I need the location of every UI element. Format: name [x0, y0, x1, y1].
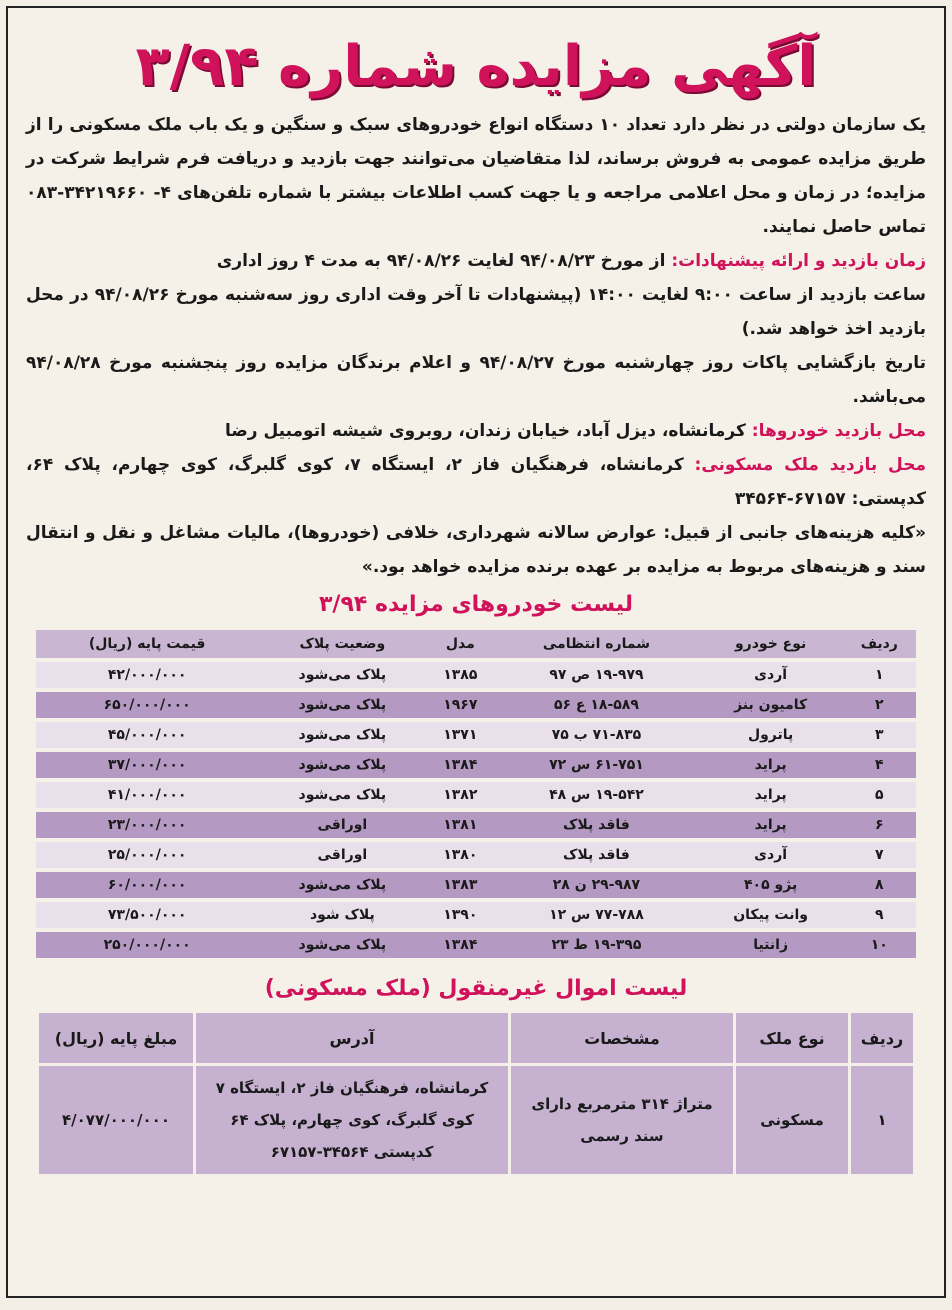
cell-row-number: ۶: [843, 812, 916, 838]
cell-plate-number: ۷۷-۷۸۸ س ۱۲: [494, 902, 698, 928]
cell-base-price: ۶۰/۰۰۰/۰۰۰: [36, 872, 258, 898]
property-header-row: [38, 1012, 915, 1065]
ad-page: [6, 6, 946, 1298]
cell-plate-status: اوراقی: [258, 812, 426, 838]
vehicles-header-row: [36, 630, 916, 658]
property-header-price: مبلغ پایه (ریال): [38, 1012, 195, 1065]
cell-row-number: ۷: [843, 842, 916, 868]
visit-text: از مورخ ۹۴/۰۸/۲۳ لغایت ۹۴/۰۸/۲۶ به مدت ۴ روز اداری: [216, 251, 666, 271]
cell-model: ۱۳۸۰: [426, 842, 494, 868]
home-location: [26, 448, 926, 516]
cell-model: ۱۳۷۱: [426, 722, 494, 748]
visit-hours: ساعت بازدید از ساعت ۹:۰۰ لغایت ۱۴:۰۰ (پیشنهادات تا آخر وقت اداری روز سه‌شنبه مورخ ۹۴/۰۸/۲۶ در محل بازدید اخذ خواهد شد.): [26, 285, 926, 339]
visit-line: [26, 244, 926, 278]
table-row: [36, 872, 916, 898]
cell-plate-status: پلاک می‌شود: [258, 932, 426, 958]
table-row: [36, 782, 916, 808]
cell-vehicle-type: پاترول: [699, 722, 843, 748]
cell-plate-status: پلاک می‌شود: [258, 782, 426, 808]
table-row: [36, 932, 916, 958]
cell-plate-number: ۱۸-۵۸۹ ع ۵۶: [494, 692, 698, 718]
home-location-text: کرمانشاه، فرهنگیان فاز ۲، ایستگاه ۷، کوی گلبرگ، کوی چهارم، پلاک ۶۴، کدپستی: ۶۷۱۵۷-۳۴۵۶۴: [26, 455, 926, 509]
cell-model: ۱۳۸۱: [426, 812, 494, 838]
cell-plate-status: پلاک می‌شود: [258, 722, 426, 748]
property-row-number: ۱: [850, 1065, 915, 1176]
cell-vehicle-type: پراید: [699, 782, 843, 808]
cell-row-number: ۱۰: [843, 932, 916, 958]
cell-base-price: ۳۷/۰۰۰/۰۰۰: [36, 752, 258, 778]
cell-plate-number: ۶۱-۷۵۱ س ۷۲: [494, 752, 698, 778]
cell-row-number: ۹: [843, 902, 916, 928]
property-address: کرمانشاه، فرهنگیان فاز ۲، ایستگاه ۷ کوی گلبرگ، کوی چهارم، پلاک ۶۴ کدپستی ۳۴۵۶۴-۶۷۱۵۷: [195, 1065, 510, 1176]
header-row-number: ردیف: [843, 630, 916, 658]
header-base-price: قیمت پایه (ریال): [36, 630, 258, 658]
cell-model: ۱۳۸۴: [426, 752, 494, 778]
property-table: [36, 1010, 916, 1177]
cell-plate-status: پلاک می‌شود: [258, 662, 426, 688]
table-row: [36, 812, 916, 838]
cell-model: ۱۳۸۵: [426, 662, 494, 688]
table-row: [36, 752, 916, 778]
cell-base-price: ۲۵۰/۰۰۰/۰۰۰: [36, 932, 258, 958]
property-header-spec: مشخصات: [510, 1012, 735, 1065]
home-location-label: محل بازدید ملک مسکونی:: [694, 455, 926, 475]
cell-plate-status: پلاک می‌شود: [258, 752, 426, 778]
cell-model: ۱۳۸۲: [426, 782, 494, 808]
vehicle-location: [26, 414, 926, 448]
ad-title: آگهی مزایده شماره ۳/۹۴: [135, 34, 817, 99]
cell-model: ۱۹۶۷: [426, 692, 494, 718]
cell-plate-status: اوراقی: [258, 842, 426, 868]
cell-vehicle-type: پراید: [699, 752, 843, 778]
cell-base-price: ۴۵/۰۰۰/۰۰۰: [36, 722, 258, 748]
header-model: مدل: [426, 630, 494, 658]
costs-note: «کلیه هزینه‌های جانبی از قبیل: عوارض سالانه شهرداری، خلافی (خودروها)، مالیات مشاغل و نقل و انتقال سند و هزینه‌های مربوط به مزایده بر عهده برنده مزایده خواهد بود.»: [26, 523, 926, 577]
property-header-type: نوع ملک: [735, 1012, 850, 1065]
vehicles-title: لیست خودروهای مزایده ۳/۹۴: [319, 592, 633, 617]
cell-plate-status: پلاک می‌شود: [258, 692, 426, 718]
cell-base-price: ۲۳/۰۰۰/۰۰۰: [36, 812, 258, 838]
cell-plate-number: ۷۱-۸۳۵ ب ۷۵: [494, 722, 698, 748]
cell-plate-number: فاقد پلاک: [494, 842, 698, 868]
cell-plate-number: ۱۹-۵۴۲ س ۴۸: [494, 782, 698, 808]
opening-date: تاریخ بازگشایی پاکات روز چهارشنبه مورخ ۹۴/۰۸/۲۷ و اعلام برندگان مزایده روز پنجشنبه مورخ ۹۴/۰۸/۲۸ می‌باشد.: [26, 353, 926, 407]
cell-plate-number: ۱۹-۹۷۹ ص ۹۷: [494, 662, 698, 688]
cell-vehicle-type: زانتیا: [699, 932, 843, 958]
header-plate-number: شماره انتظامی: [494, 630, 698, 658]
cell-plate-number: ۲۹-۹۸۷ ن ۲۸: [494, 872, 698, 898]
vehicle-location-label: محل بازدید خودروها:: [751, 421, 926, 441]
cell-vehicle-type: کامیون بنز: [699, 692, 843, 718]
property-title: لیست اموال غیرمنقول (ملک مسکونی): [264, 976, 688, 1001]
ad-body: [8, 108, 944, 584]
property-row: [38, 1065, 915, 1176]
cell-base-price: ۶۵۰/۰۰۰/۰۰۰: [36, 692, 258, 718]
cell-row-number: ۵: [843, 782, 916, 808]
cell-row-number: ۸: [843, 872, 916, 898]
table-row: [36, 842, 916, 868]
cell-row-number: ۴: [843, 752, 916, 778]
cell-plate-status: پلاک می‌شود: [258, 872, 426, 898]
cell-model: ۱۳۸۳: [426, 872, 494, 898]
cell-base-price: ۲۵/۰۰۰/۰۰۰: [36, 842, 258, 868]
vehicles-body: [36, 662, 916, 958]
cell-model: ۱۳۸۴: [426, 932, 494, 958]
table-row: [36, 692, 916, 718]
cell-row-number: ۲: [843, 692, 916, 718]
vehicle-location-text: کرمانشاه، دیزل آباد، خیابان زندان، روبروی شیشه اتومبیل رضا: [224, 421, 746, 441]
cell-vehicle-type: پژو ۴۰۵: [699, 872, 843, 898]
cell-base-price: ۴۱/۰۰۰/۰۰۰: [36, 782, 258, 808]
table-row: [36, 722, 916, 748]
cell-plate-number: ۱۹-۳۹۵ ط ۲۳: [494, 932, 698, 958]
cell-model: ۱۳۹۰: [426, 902, 494, 928]
cell-row-number: ۳: [843, 722, 916, 748]
header-plate-status: وضعیت پلاک: [258, 630, 426, 658]
cell-plate-status: پلاک شود: [258, 902, 426, 928]
cell-base-price: ۴۲/۰۰۰/۰۰۰: [36, 662, 258, 688]
property-type: مسکونی: [735, 1065, 850, 1176]
cell-plate-number: فاقد پلاک: [494, 812, 698, 838]
cell-base-price: ۷۳/۵۰۰/۰۰۰: [36, 902, 258, 928]
cell-vehicle-type: وانت پیکان: [699, 902, 843, 928]
cell-vehicle-type: پراید: [699, 812, 843, 838]
intro-paragraph: یک سازمان دولتی در نظر دارد تعداد ۱۰ دستگاه انواع خودروهای سبک و سنگین و یک باب ملک مسکونی را از طریق مزایده عمومی به فروش برساند، لذا متقاضیان می‌توانند جهت بازدید و دریافت فرم شرایط شرکت در مزایده؛ در زمان و محل اعلامی مراجعه و یا جهت کسب اطلاعات بیشتر با شماره تلفن‌های ۴- ۳۴۲۱۹۶۶۰-۰۸۳ تماس حاصل نمایند.: [26, 115, 927, 237]
table-row: [36, 662, 916, 688]
cell-vehicle-type: آردی: [699, 662, 843, 688]
property-price: ۴/۰۷۷/۰۰۰/۰۰۰: [38, 1065, 195, 1176]
table-row: [36, 902, 916, 928]
vehicles-table: [36, 626, 916, 962]
header-vehicle-type: نوع خودرو: [699, 630, 843, 658]
property-header-row-number: ردیف: [850, 1012, 915, 1065]
property-spec: متراژ ۳۱۴ مترمربع دارای سند رسمی: [510, 1065, 735, 1176]
visit-label: زمان بازدید و ارائه پیشنهادات:: [671, 251, 926, 271]
cell-row-number: ۱: [843, 662, 916, 688]
cell-vehicle-type: آردی: [699, 842, 843, 868]
property-header-address: آدرس: [195, 1012, 510, 1065]
